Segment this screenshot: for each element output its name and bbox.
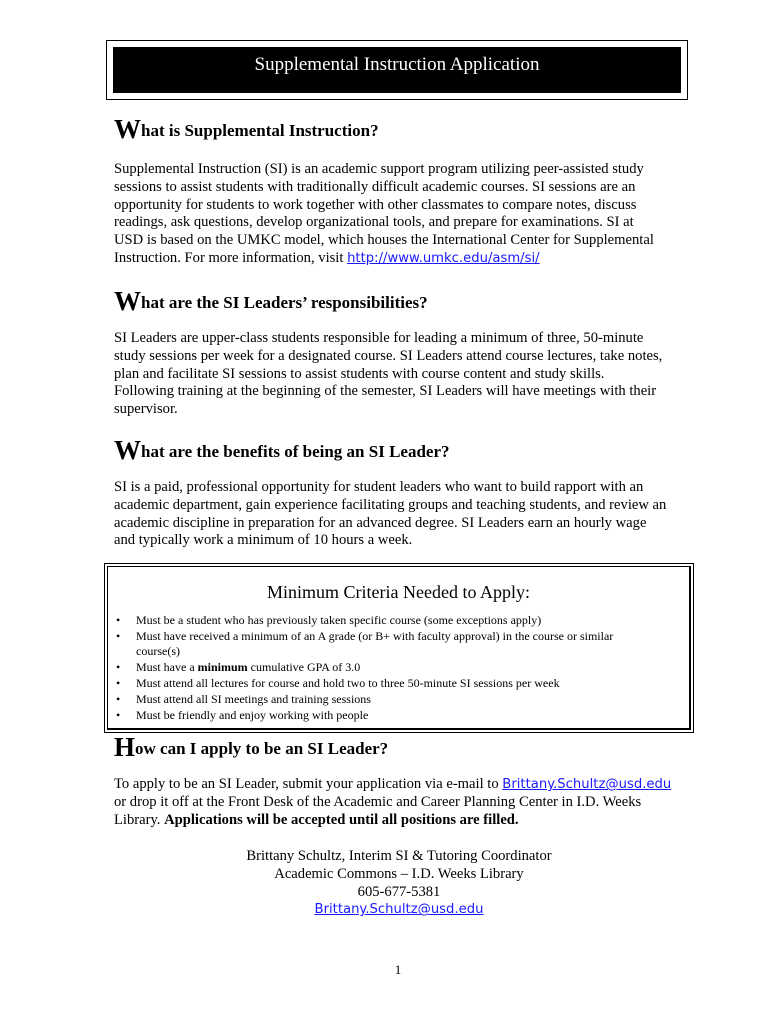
paragraph-line: Following training at the beginning of the semester, SI Leaders will have meetings with their [114, 383, 657, 400]
heading-text: ow can I apply to be an SI Leader? [135, 739, 389, 758]
criteria-text: course(s) [136, 644, 180, 659]
heading-how-to-apply [114, 732, 389, 762]
criteria-item [108, 660, 689, 675]
paragraph-how-to-apply [114, 776, 694, 829]
paragraph-line [114, 812, 694, 830]
heading-drop-cap: W [114, 114, 141, 144]
page-number: 1 [394, 962, 402, 977]
paragraph-line: Supplemental Instruction (SI) is an academic support program utilizing peer-assisted study [114, 161, 644, 177]
criteria-item [108, 676, 689, 691]
paragraph-line: SI Leaders are upper-class students responsible for leading a minimum of three, 50-minute [114, 330, 644, 346]
paragraph-text: Instruction. For more information, visit [114, 249, 348, 266]
contact-block [114, 848, 684, 919]
contact-location: Academic Commons – I.D. Weeks Library [274, 865, 524, 882]
criteria-title: Minimum Criteria Needed to Apply: [267, 582, 530, 602]
paragraph-text: To apply to be an SI Leader, submit your application via e-mail to [114, 776, 503, 792]
contact-phone: 605-677-5381 [357, 883, 441, 900]
umkc-link[interactable]: http://www.umkc.edu/asm/si/ [347, 250, 540, 266]
criteria-box-frame [107, 566, 691, 730]
paragraph-line: supervisor. [114, 401, 178, 418]
heading-drop-cap: H [114, 732, 136, 762]
criteria-item [108, 692, 689, 707]
criteria-text: • Must attend all lectures for course and hold two to three 50-minute SI sessions per week [136, 676, 560, 691]
paragraph-line: study sessions per week for a designated course. SI Leaders attend course lectures, take notes, [114, 347, 663, 364]
paragraph-benefits [114, 479, 694, 550]
criteria-text: • Must be a student who has previously taken specific course (some exceptions apply) [136, 613, 542, 627]
deadline-notice: Applications will be accepted until all positions are filled. [164, 811, 519, 828]
contact-email-link[interactable]: Brittany.Schultz@usd.edu [314, 902, 484, 918]
criteria-list [108, 613, 689, 724]
criteria-text: • Must have received a minimum of an A grade (or B+ with faculty approval) in the course or similar [136, 629, 614, 643]
heading-responsibilities [114, 286, 428, 316]
criteria-box [104, 563, 694, 733]
criteria-text-part: cumulative GPA of 3.0 [247, 660, 361, 675]
heading-what-is-si [114, 114, 379, 144]
paragraph-line: readings, ask questions, develop organizational tools, and prepare for examinations. SI at [114, 214, 634, 231]
criteria-text: • Must be friendly and enjoy working with people [136, 708, 369, 723]
contact-email-row [114, 901, 684, 919]
paragraph-line: plan and facilitate SI sessions to assist students with course content and study skills. [114, 365, 605, 382]
heading-text: hat are the SI Leaders’ responsibilities? [141, 293, 428, 312]
criteria-text [136, 660, 689, 675]
email-link[interactable]: Brittany.Schultz@usd.edu [502, 777, 672, 792]
paragraph-line: SI is a paid, professional opportunity for student leaders who want to build rapport with an [114, 479, 644, 495]
paragraph-line: or drop it off at the Front Desk of the Academic and Career Planning Center in I.D. Weeks [114, 793, 642, 810]
criteria-item [108, 708, 689, 723]
criteria-item [108, 629, 689, 660]
paragraph-line: academic department, gain experience facilitating groups and teaching students, and review an [114, 496, 667, 513]
page-title: Supplemental Instruction Application [113, 47, 681, 93]
paragraph-line: sessions to assist students with traditionally difficult academic courses. SI sessions are an [114, 178, 636, 195]
paragraph-what-is-si [114, 161, 694, 268]
heading-drop-cap: W [114, 435, 141, 465]
paragraph-text: Library. [114, 811, 165, 828]
criteria-emphasis: minimum [197, 660, 248, 675]
heading-drop-cap: W [114, 286, 141, 316]
paragraph-line: and typically work a minimum of 10 hours a week. [114, 532, 413, 549]
paragraph-line: academic discipline in preparation for an advanced degree. SI Leaders earn an hourly wage [114, 514, 647, 531]
heading-text: hat are the benefits of being an SI Leader? [141, 442, 450, 461]
criteria-item [108, 613, 689, 628]
paragraph-line: opportunity for students to work together with other classmates to compare notes, discuss [114, 196, 637, 213]
contact-name: Brittany Schultz, Interim SI & Tutoring Coordinator [246, 848, 552, 864]
criteria-text-part: Must have a [136, 660, 198, 675]
title-banner [106, 40, 688, 100]
paragraph-responsibilities [114, 330, 694, 419]
paragraph-line [114, 250, 694, 268]
heading-text: hat is Supplemental Instruction? [141, 121, 379, 140]
paragraph-line [114, 776, 694, 794]
heading-benefits [114, 435, 450, 465]
criteria-text: • Must attend all SI meetings and training sessions [136, 692, 371, 707]
paragraph-line: USD is based on the UMKC model, which houses the International Center for Supplemental [114, 232, 654, 249]
